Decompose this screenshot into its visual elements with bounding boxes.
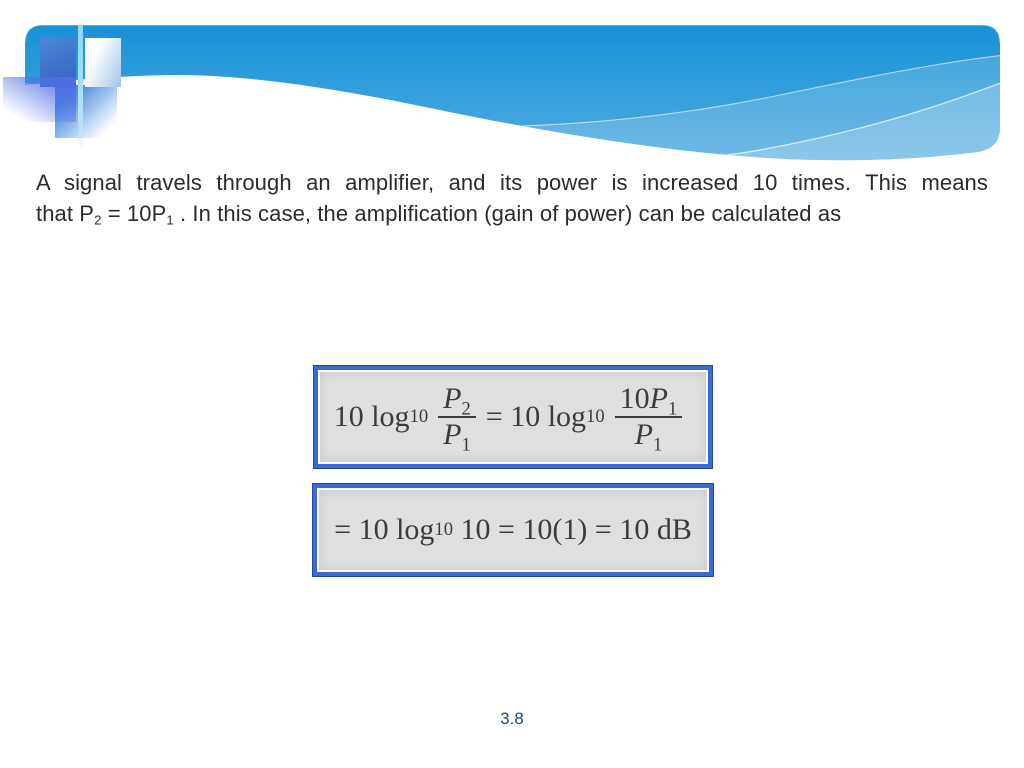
page-number: 3.8 [500, 709, 524, 728]
equals-sign: = [485, 400, 511, 433]
formula-box-2 [317, 488, 709, 572]
header-wave-graphic [0, 0, 1024, 180]
paragraph-line-2: that $P_2 = 10P_1$ . In this case, the amplification (gain of power) can be calculated as [36, 201, 842, 228]
formula-2: = 10 log 10 10 = 10(1) = 10 dB [334, 513, 692, 546]
formula-box-1 [318, 370, 708, 464]
body-paragraph [36, 167, 988, 229]
fraction-denominator: $P_1$ [634, 418, 663, 456]
fraction-10p1-p1 [615, 382, 683, 456]
fraction-numerator: $10P_1$ [615, 382, 683, 418]
fraction-denominator: $P_1$ [443, 418, 471, 456]
decoration-vertical-line [78, 25, 83, 147]
paragraph-line-1: A signal travels through an amplifier, and its power is increased 10 times. This means [36, 170, 988, 195]
fraction-p2-p1 [438, 382, 476, 456]
subscript: 1 [166, 212, 174, 228]
formula-1: 10 log 10 $\frac{P_2}{P_1}$ = 10 log 10 $\frac{10P_1}{P_1}$ [334, 382, 693, 451]
subscript: 2 [94, 212, 102, 228]
decoration-white-square [85, 38, 121, 87]
formula-1-lhs-coeff: 10 log [333, 400, 410, 433]
fraction-numerator: $P_2$ [438, 382, 476, 418]
formula-1-rhs-coeff: 10 log [510, 400, 587, 433]
decoration-purple-rect [3, 77, 76, 122]
